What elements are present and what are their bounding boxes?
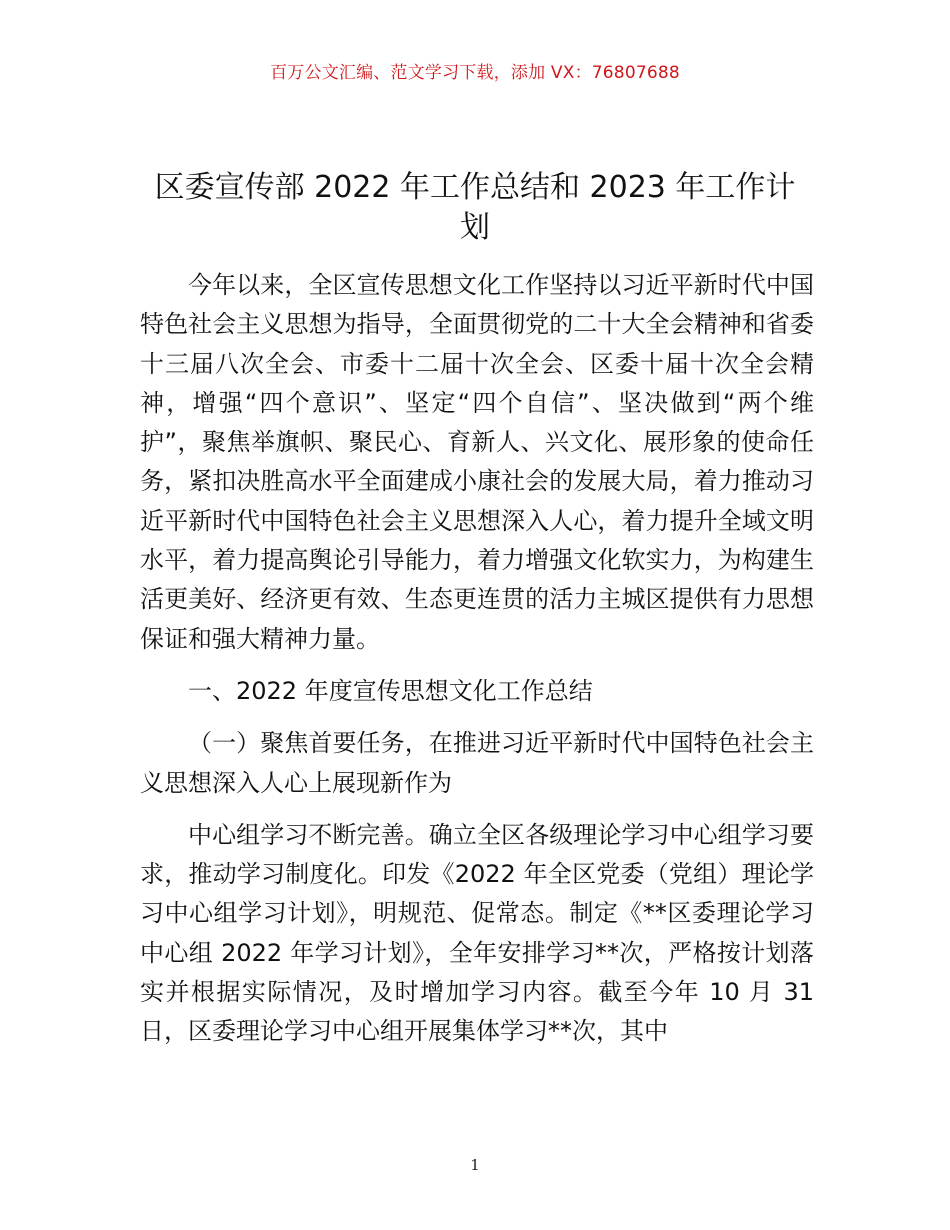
- page-number: 1: [470, 1156, 480, 1174]
- document-body: [140, 266, 814, 1052]
- body-paragraph: 中心组学习不断完善。确立全区各级理论学习中心组学习要求，推动学习制度化。印发《2022 年全区党委（党组）理论学习中心组学习计划》，明规范、促常态。制定《**区委理论学习中心组 2022 年学习计划》，全年安排学习**次，严格按计划落实并根据实际情况，及时增加学习内容。截至今年 10 月 31 日，区委理论学习中心组开展集体学习**次，其中: [140, 820, 814, 1046]
- header-watermark-note: 百万公文汇编、范文学习下载，添加 VX：76807688: [270, 63, 680, 83]
- intro-paragraph: 今年以来，全区宣传思想文化工作坚持以习近平新时代中国特色社会主义思想为指导，全面贯彻党的二十大全会精神和省委十三届八次全会、市委十二届十次全会、区委十届十次全会精神，增强“四个意识”、坚定“四个自信”、坚决做到“两个维护”，聚焦举旗帜、聚民心、育新人、兴文化、展形象的使命任务，紧扣决胜高水平全面建成小康社会的发展大局，着力推动习近平新时代中国特色社会主义思想深入人心，着力提升全域文明水平，着力提高舆论引导能力，着力增强文化软实力，为构建生活更美好、经济更有效、生态更连贯的活力主城区提供有力思想保证和强大精神力量。: [140, 271, 814, 653]
- document-title: 区委宣传部 2022 年工作总结和 2023 年工作计划: [154, 170, 796, 245]
- subsection-heading: （一）聚焦首要任务，在推进习近平新时代中国特色社会主义思想深入人心上展现新作为: [140, 729, 814, 797]
- section-heading: 一、2022 年度宣传思想文化工作总结: [188, 676, 593, 705]
